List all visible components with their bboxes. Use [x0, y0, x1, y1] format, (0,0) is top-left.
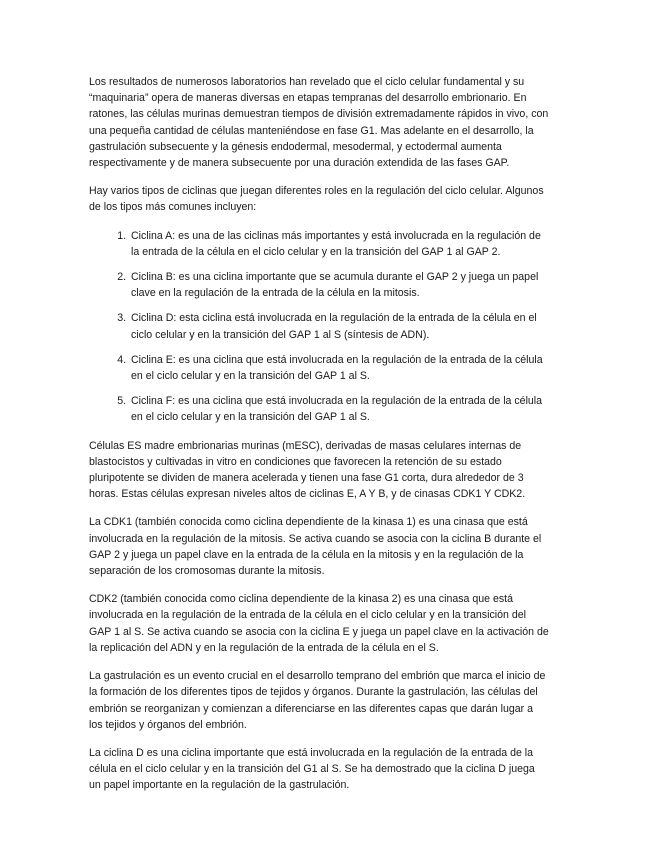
paragraph-mesc: Células ES madre embrionarias murinas (mESC), derivadas de masas celulares internas de blastocistos y cultivadas in vitro en condiciones que favorecen la retención de su estado pluripotente se dividen de manera acelerada y tienen una fase G1 corta, dura alrededor de 3 horas. Estas células expresan niveles altos de ciclinas E, A Y B, y de cinasas CDK1 Y CDK2. — [89, 439, 526, 501]
paragraph-cdk2: CDK2 (también conocida como ciclina dependiente de la kinasa 2) es una cinasa que está involucrada en la regulación de la entrada de la célula en el ciclo celular y en la transición del GAP 1 al S. Se activa cuando se asocia con la ciclina E y juega un papel clave en la activación de la replicación del ADN y en la regulación de la entrada de la célula en el S. — [89, 593, 549, 654]
paragraph-cyclin-d: La ciclina D es una ciclina importante que está involucrada en la regulación de la entrada de la célula en el ciclo celular y en la transición del G1 al S. Se ha demostrado que la ciclina D juega un papel importante en la regulación de la gastrulación. — [89, 746, 535, 792]
list-item-cyclin-a: 1. Ciclina A: es una de las ciclinas más importantes y está involucrada en la regulación de la entrada de la célula en el ciclo celular y en la transición del GAP 1 al GAP 2. — [129, 228, 549, 260]
list-item-cyclin-e: 4. Ciclina E: es una ciclina que está involucrada en la regulación de la entrada de la célula en el ciclo celular y en la transición del GAP 1 al S. — [129, 352, 549, 384]
paragraph-cyclin-types: Hay varios tipos de ciclinas que juegan diferentes roles en la regulación del ciclo celular. Algunos de los tipos más comunes incluyen: — [89, 185, 544, 214]
list-item-cyclin-b: 2. Ciclina B: es una ciclina importante que se acumula durante el GAP 2 y juega un papel clave en la regulación de la entrada de la célula en la mitosis. — [129, 269, 549, 301]
paragraph-gastrulation: La gastrulación es un evento crucial en el desarrollo temprano del embrión que marca el inicio de la formación de los diferentes tipos de tejidos y órganos. Durante la gastrulación, las células del embrión se reorganizan y comienzan a diferenciarse en las diferentes capas que darán lugar a los tejidos y órganos del embrión. — [89, 670, 546, 731]
list-item-cyclin-f: 5. Ciclina F: es una ciclina que está involucrada en la regulación de la entrada de la célula en el ciclo celular y en la transición del GAP 1 al S. — [129, 393, 549, 425]
paragraph-cell-cycle-intro: Los resultados de numerosos laboratorios han revelado que el ciclo celular fundamental y su “maquinaria” opera de maneras diversas en etapas tempranas del desarrollo embrionario. En ratones, las células murinas demuestran tiempos de división extremadamente rápidos in vivo, con una pequeña cantidad de células manteniéndose en fase G1. Mas adelante en el desarrollo, la gastrulación subsecuente y la génesis endodermal, mesodermal, y ectodermal aumenta respectivamente y de manera subsecuente por una duración extendida de las fases GAP. — [89, 76, 549, 170]
list-item-cyclin-d: 3. Ciclina D: esta ciclina está involucrada en la regulación de la entrada de la célula en el ciclo celular y en la transición del GAP 1 al S (síntesis de ADN). — [129, 310, 549, 342]
paragraph-cdk1: La CDK1 (también conocida como ciclina dependiente de la kinasa 1) es una cinasa que está involucrada en la regulación de la mitosis. Se activa cuando se asocia con la ciclina B durante el GAP 2 y juega un papel clave en la entrada de la célula en la mitosis y en la regulación de la separación de los cromosomas durante la mitosis. — [89, 516, 542, 578]
cyclin-list — [89, 228, 549, 426]
document-body — [89, 74, 549, 806]
